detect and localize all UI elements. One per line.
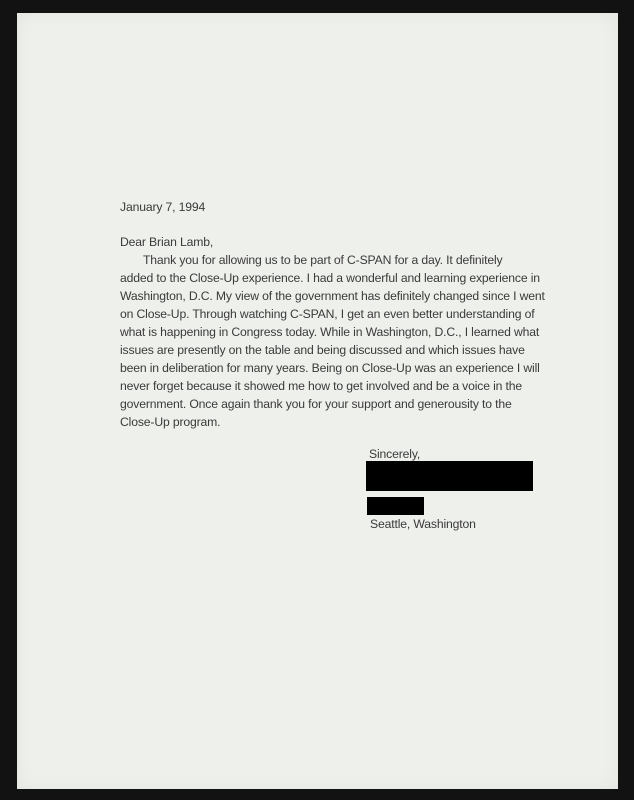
signer-location: Seattle, Washington	[370, 517, 476, 531]
body-line: Washington, D.C. My view of the government has definitely changed since I went	[120, 289, 545, 303]
body-line: Close-Up program.	[120, 415, 221, 429]
body-line: on Close-Up. Through watching C-SPAN, I get an even better understanding of	[120, 307, 535, 321]
body-line: added to the Close-Up experience. I had a wonderful and learning experience in	[120, 271, 540, 285]
body-line: Thank you for allowing us to be part of C-SPAN for a day. It definitely	[143, 253, 503, 267]
redacted-name-block	[366, 461, 533, 491]
letter-date: January 7, 1994	[120, 200, 206, 214]
body-line: what is happening in Congress today. While in Washington, D.C., I learned what	[120, 325, 540, 339]
redacted-address-block	[367, 497, 424, 515]
letter-closing: Sincerely,	[369, 447, 421, 461]
body-line: never forget because it showed me how to get involved and be a voice in the	[120, 379, 523, 393]
body-line: been in deliberation for many years. Being on Close-Up was an experience I will	[120, 361, 540, 375]
body-line: government. Once again thank you for your support and generousity to the	[120, 397, 512, 411]
letter-salutation: Dear Brian Lamb,	[120, 235, 214, 249]
body-line: issues are presently on the table and being discussed and which issues have	[120, 343, 525, 357]
